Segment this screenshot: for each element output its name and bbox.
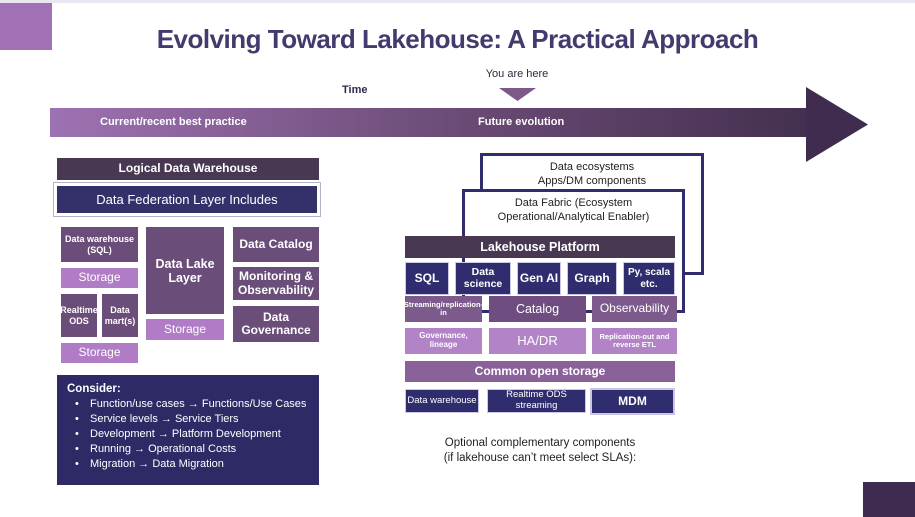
data-fabric-line1: Data Fabric (Ecosystem: [514, 197, 633, 209]
ldw-storage-2: Storage: [61, 343, 138, 363]
bullet-icon: •: [75, 412, 79, 425]
ldw-data-governance: Data Governance: [233, 306, 319, 342]
ldw-header: Logical Data Warehouse: [57, 158, 319, 180]
ldw-data-warehouse-sql: Data warehouse (SQL): [61, 227, 138, 262]
engine-sql: SQL: [405, 262, 449, 295]
slide-title: Evolving Toward Lakehouse: A Practical Approach: [156, 24, 759, 54]
engine-data-science: Data science: [455, 262, 511, 295]
bullet-icon: •: [75, 457, 79, 470]
bullet-icon: •: [75, 442, 79, 455]
data-fabric-line2: Operational/Analytical Enabler): [497, 210, 650, 223]
footnote-line2: (if lakehouse can’t meet select SLAs):: [443, 451, 637, 464]
consider-item: • Migration → Data Migration: [75, 457, 224, 470]
federation-container: [53, 182, 321, 217]
ldw-storage-1: Storage: [61, 268, 138, 288]
engine-gen-ai: Gen AI: [517, 262, 561, 295]
replication-out-box: Replication-out and reverse ETL: [592, 328, 677, 354]
footnote-line1: Optional complementary components: [444, 437, 636, 449]
arrow-right-label: Future evolution: [478, 116, 565, 128]
you-are-here-marker-icon: [499, 88, 536, 101]
engine-py-scala: Py, scala etc.: [623, 262, 675, 295]
ldw-storage-3: Storage: [146, 319, 224, 340]
engine-graph: Graph: [567, 262, 617, 295]
data-ecosystems-line2: Apps/DM components: [537, 174, 647, 187]
ldw-data-marts: Data mart(s): [102, 294, 138, 337]
optional-footnote: [405, 436, 675, 466]
governance-lineage-box: Governance, lineage: [405, 328, 482, 354]
consider-panel: [57, 375, 319, 485]
optional-realtime-ods-streaming: Realtime ODS streaming: [487, 389, 586, 413]
arrow-left-label: Current/recent best practice: [100, 116, 247, 128]
lakehouse-platform-header: Lakehouse Platform: [405, 236, 675, 258]
streaming-replication-in: Streaming/replication-in: [405, 296, 482, 322]
consider-item: • Running → Operational Costs: [75, 442, 237, 455]
time-label: Time: [342, 84, 368, 96]
hadr-box: HA/DR: [489, 328, 586, 354]
ldw-data-catalog: Data Catalog: [233, 227, 319, 262]
ldw-monitoring-observability: Monitoring & Observability: [233, 267, 319, 300]
consider-item: • Development → Platform Development: [75, 427, 281, 440]
top-border-strip: [0, 0, 915, 3]
catalog-box: Catalog: [489, 296, 586, 322]
federation-bar: Data Federation Layer Includes: [57, 186, 317, 213]
optional-data-warehouse: Data warehouse: [405, 389, 479, 413]
bullet-icon: •: [75, 427, 79, 440]
corner-square-bottom-right: [863, 482, 915, 517]
ldw-data-lake-layer: Data Lake Layer: [146, 227, 224, 314]
consider-title: Consider:: [67, 383, 121, 395]
you-are-here-label: You are here: [485, 68, 549, 80]
data-ecosystems-line1: Data ecosystems: [549, 161, 635, 173]
observability-box: Observability: [592, 296, 677, 322]
timeline-arrow-head-icon: [806, 87, 868, 162]
common-open-storage-bar: Common open storage: [405, 361, 675, 382]
consider-item: • Service levels → Service Tiers: [75, 412, 239, 425]
optional-mdm: MDM: [590, 388, 675, 415]
consider-item: • Function/use cases → Functions/Use Cases: [75, 398, 307, 410]
bullet-icon: •: [75, 398, 79, 410]
ldw-realtime-ods: Realtime ODS: [61, 294, 97, 337]
